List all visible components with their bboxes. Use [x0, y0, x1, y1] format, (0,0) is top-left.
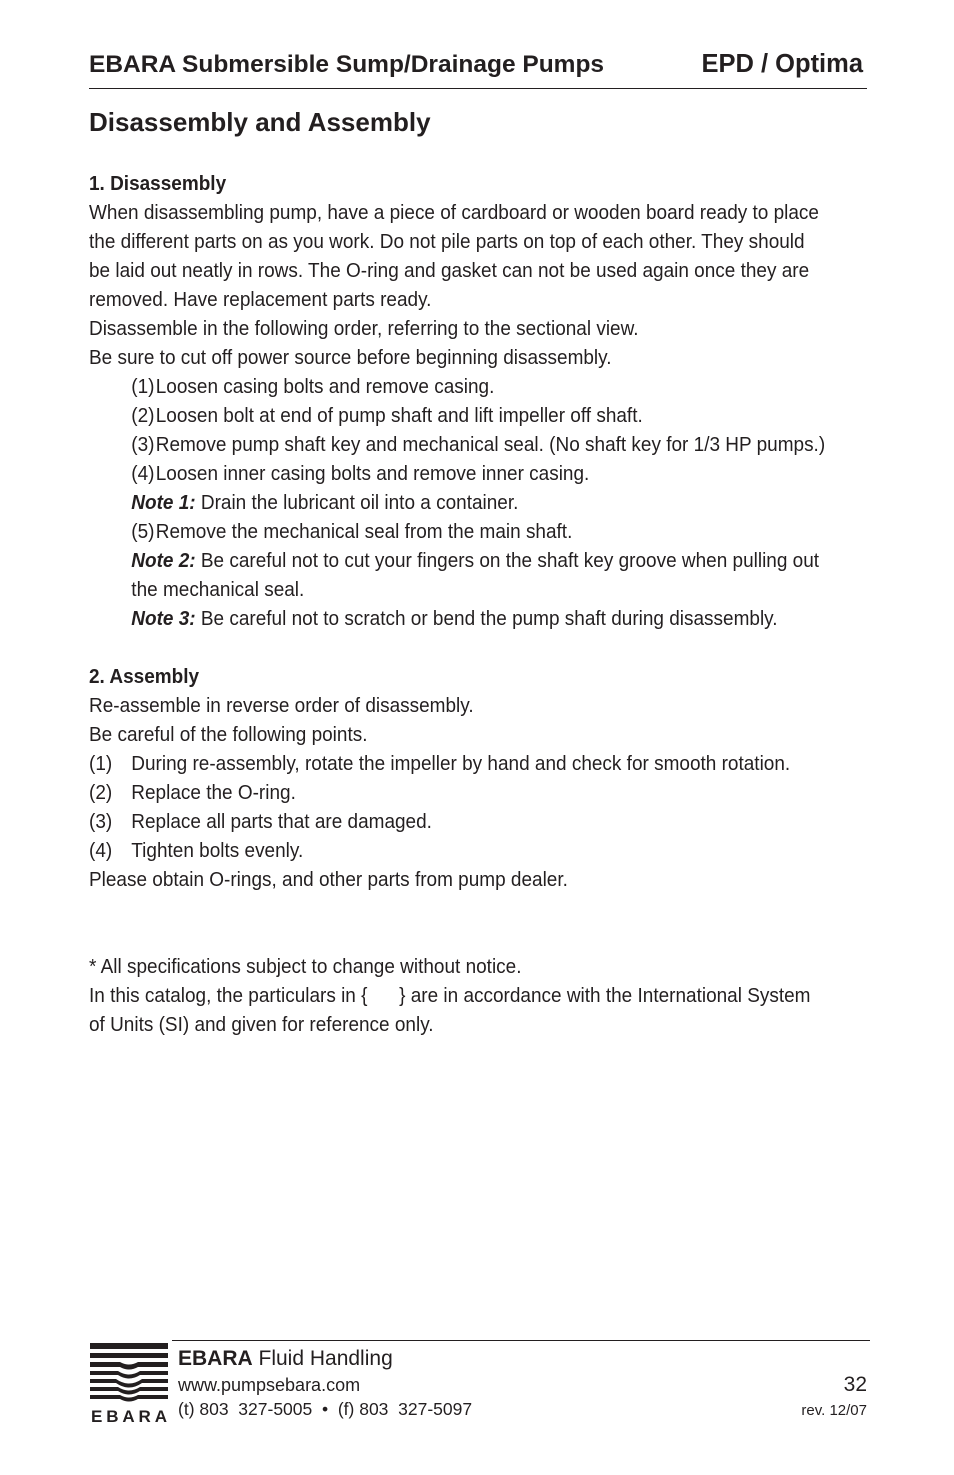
- disassembly-intro-line: Disassemble in the following order, referring to the sectional view.: [89, 318, 639, 340]
- note-2: [89, 547, 822, 576]
- step-text: Loosen casing bolts and remove casing.: [155, 376, 495, 398]
- disclaimer-line: In this catalog, the particulars in { } are in accordance with the International System: [89, 985, 811, 1007]
- footer-brand-bold: EBARA: [178, 1347, 253, 1370]
- assembly-intro-line: Be careful of the following points.: [89, 724, 368, 746]
- point-text: During re-assembly, rotate the impeller by hand and check for smooth rotation.: [131, 753, 791, 775]
- point-number: (3): [89, 811, 113, 833]
- step-number: (5): [131, 521, 155, 543]
- note-text: Be careful not to scratch or bend the pump shaft during disassembly.: [195, 608, 778, 630]
- note-label: Note 2:: [131, 550, 196, 572]
- footer-divider: [172, 1340, 870, 1341]
- step-text: Remove pump shaft key and mechanical seal. (No shaft key for 1/3 HP pumps.): [155, 434, 826, 456]
- ebara-logo-icon: [90, 1343, 168, 1423]
- disassembly-intro-line: removed. Have replacement parts ready.: [89, 289, 432, 311]
- step-text: Loosen inner casing bolts and remove inner casing.: [155, 463, 590, 485]
- assembly-point: [89, 837, 822, 866]
- assembly-closing: Please obtain O-rings, and other parts from pump dealer.: [89, 869, 568, 891]
- step-number: (4): [131, 463, 155, 485]
- step-number: (1): [131, 376, 155, 398]
- disassembly-intro-line: be laid out neatly in rows. The O-ring and gasket can not be used again once they are: [89, 260, 810, 282]
- document-body: [89, 170, 826, 1040]
- assembly-point: [89, 750, 822, 779]
- step-text: Loosen bolt at end of pump shaft and lift impeller off shaft.: [155, 405, 643, 427]
- assembly-point: [89, 808, 822, 837]
- disclaimer-line: of Units (SI) and given for reference only.: [89, 1014, 434, 1036]
- note-text: Drain the lubricant oil into a container.: [195, 492, 519, 514]
- page-number: 32: [843, 1373, 867, 1396]
- disassembly-intro-line: When disassembling pump, have a piece of cardboard or wooden board ready to place: [89, 202, 819, 224]
- note-label: Note 3:: [131, 608, 196, 630]
- step-number: (2): [131, 405, 155, 427]
- note-text: Be careful not to cut your fingers on the shaft key groove when pulling out: [195, 550, 820, 572]
- revision-date: rev. 12/07: [801, 1402, 867, 1419]
- header-model: EPD / Optima: [701, 50, 863, 78]
- step-number: (3): [131, 434, 155, 456]
- point-text: Tighten bolts evenly.: [131, 840, 304, 862]
- disclaimer-line: * All specifications subject to change without notice.: [89, 956, 522, 978]
- disassembly-intro-line: Be sure to cut off power source before beginning disassembly.: [89, 347, 612, 369]
- assembly-intro-line: Re-assemble in reverse order of disassembly.: [89, 695, 474, 717]
- disassembly-step: [89, 402, 822, 431]
- page-header: [89, 50, 867, 89]
- footer-brand: [178, 1347, 393, 1371]
- disassembly-step: [89, 518, 822, 547]
- note-1: [89, 489, 822, 518]
- footer-brand-rest: Fluid Handling: [252, 1347, 393, 1370]
- footer-website: www.pumpsebara.com: [178, 1375, 361, 1395]
- disassembly-step: [89, 373, 822, 402]
- header-title: EBARA Submersible Sump/Drainage Pumps: [89, 51, 605, 78]
- page-title: Disassembly and Assembly: [89, 107, 431, 137]
- point-number: (4): [89, 840, 113, 862]
- note-label: Note 1:: [131, 492, 196, 514]
- point-number: (1): [89, 753, 113, 775]
- logo-wordmark: EBARA: [91, 1407, 167, 1423]
- disassembly-step: [89, 460, 822, 489]
- disassembly-step: [89, 431, 826, 460]
- footer-phone: (t) 803 327-5005 • (f) 803 327-5097: [178, 1399, 473, 1419]
- point-number: (2): [89, 782, 113, 804]
- point-text: Replace the O-ring.: [131, 782, 296, 804]
- note-2-continuation: the mechanical seal.: [131, 579, 305, 601]
- assembly-point: [89, 779, 822, 808]
- note-3: [89, 605, 822, 634]
- step-text: Remove the mechanical seal from the main shaft.: [155, 521, 573, 543]
- disassembly-heading: 1. Disassembly: [89, 173, 227, 195]
- disassembly-intro-line: the different parts on as you work. Do not pile parts on top of each other. They should: [89, 231, 805, 253]
- point-text: Replace all parts that are damaged.: [131, 811, 432, 833]
- assembly-heading: 2. Assembly: [89, 666, 200, 688]
